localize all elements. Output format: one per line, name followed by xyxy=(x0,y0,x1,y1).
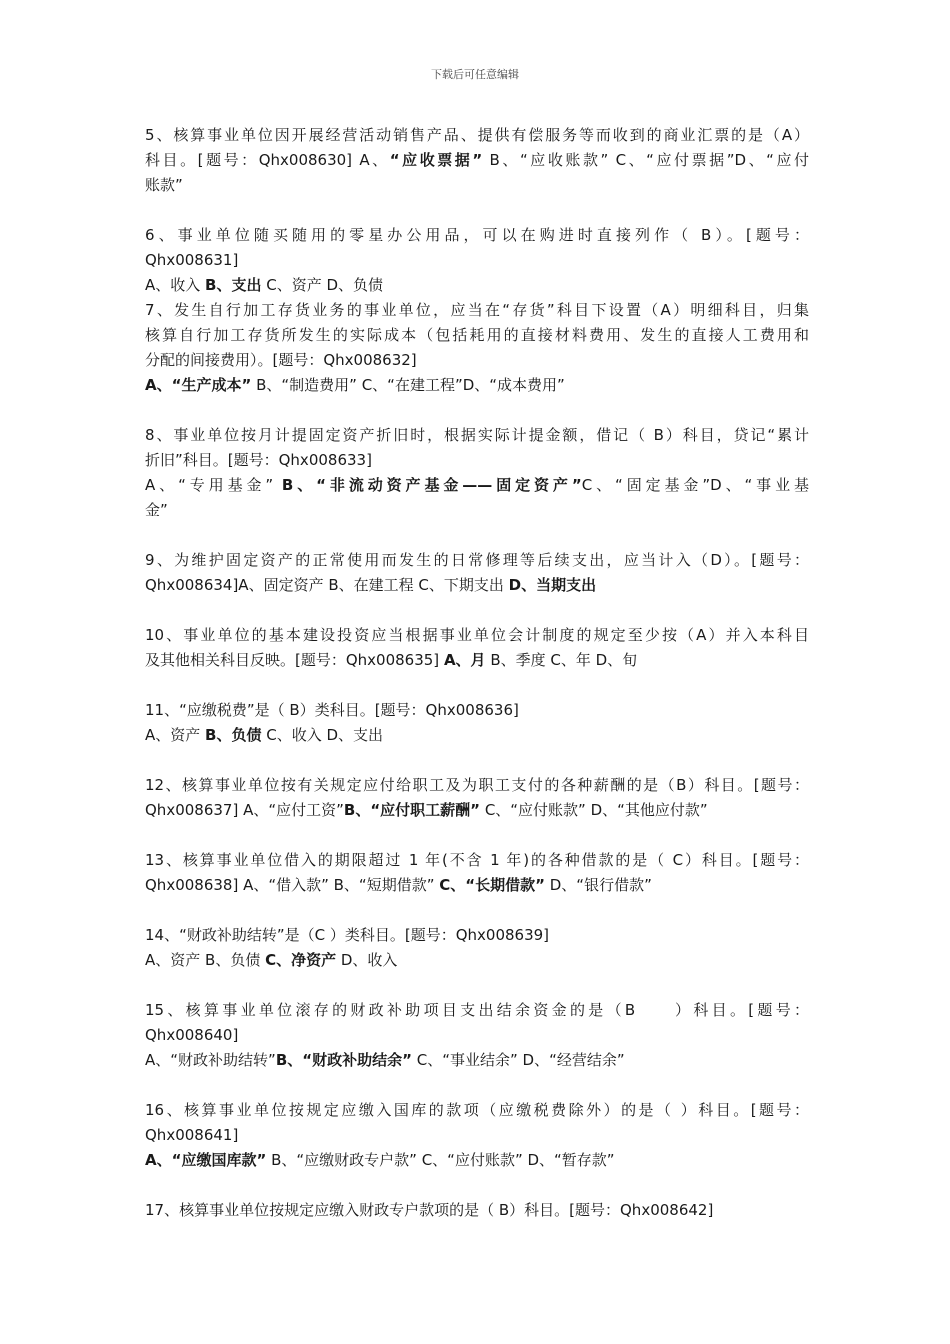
question-8-line-4: 金” xyxy=(145,501,168,519)
question-7 xyxy=(145,298,809,398)
question-16-options: A、“应缴国库款” B、“应缴财政专户款” C、“应付账款” D、“暂存款” xyxy=(145,1151,615,1169)
question-16-line-1: 16、核算事业单位按规定应缴入国库的款项（应缴税费除外）的是（ ）科目。[题号： xyxy=(145,1101,809,1119)
question-5-answer: “应收票据” xyxy=(389,151,483,169)
question-11-line-1: 11、“应缴税费”是（ B）类科目。[题号：Qhx008636] xyxy=(145,701,519,719)
question-5-line-2: 科目。[题号：Qhx008630] A、“应收票据” B、“应收账款” C、“应付票据”D、“应付 xyxy=(145,151,810,169)
question-14-answer: C、净资产 xyxy=(265,951,337,969)
question-9-line-1: 9、为维护固定资产的正常使用而发生的日常修理等后续支出，应当计入（D）。[题号： xyxy=(145,551,809,569)
question-7-line-3: 分配的间接费用）。[题号：Qhx008632] xyxy=(145,351,417,369)
question-6 xyxy=(145,223,809,298)
question-10 xyxy=(145,623,809,673)
question-11 xyxy=(145,698,809,748)
question-15-answer: B、“财政补助结余” xyxy=(275,1051,412,1069)
question-10-line-1: 10、事业单位的基本建设投资应当根据事业单位会计制度的规定至少按（A）并入本科目 xyxy=(145,626,809,644)
question-9 xyxy=(145,548,809,598)
question-14-options: A、资产 B、负债 C、净资产 D、收入 xyxy=(145,951,398,969)
question-11-options: A、资产 B、负债 C、收入 D、支出 xyxy=(145,726,384,744)
question-12 xyxy=(145,773,809,823)
question-10-options: 及其他相关科目反映。[题号：Qhx008635] A、月 B、季度 C、年 D、旬 xyxy=(145,651,638,669)
question-12-options: Qhx008637] A、“应付工资”B、“应付职工薪酬” C、“应付账款” D、“其他应付款” xyxy=(145,801,708,819)
question-13-answer: C、“长期借款” xyxy=(439,876,545,894)
question-16 xyxy=(145,1098,809,1173)
question-13-options: Qhx008638] A、“借入款” B、“短期借款” C、“长期借款” D、“银行借款” xyxy=(145,876,652,894)
question-12-answer: B、“应付职工薪酬” xyxy=(343,801,481,819)
question-7-answer: A、“生产成本” xyxy=(145,376,252,394)
question-17 xyxy=(145,1198,809,1223)
question-15 xyxy=(145,998,809,1073)
question-7-line-1: 7、发生自行加工存货业务的事业单位，应当在“存货”科目下设置（A）明细科目，归集 xyxy=(145,301,809,319)
document-body xyxy=(145,123,809,1223)
question-8-line-1: 8、事业单位按月计提固定资产折旧时，根据实际计提金额，借记（ B）科目，贷记“累计 xyxy=(145,426,809,444)
question-10-answer: A、月 xyxy=(443,651,486,669)
question-7-options: A、“生产成本” B、“制造费用” C、“在建工程”D、“成本费用” xyxy=(145,376,565,394)
question-9-answer: D、当期支出 xyxy=(508,576,597,594)
question-14-line-1: 14、“财政补助结转”是（C ）类科目。[题号：Qhx008639] xyxy=(145,926,550,944)
question-15-line-2: Qhx008640] xyxy=(145,1026,239,1044)
question-6-answer: B、支出 xyxy=(205,276,262,294)
question-5-line-1: 5、核算事业单位因开展经营活动销售产品、提供有偿服务等而收到的商业汇票的是（A） xyxy=(145,126,809,144)
question-17-line-1: 17、核算事业单位按规定应缴入财政专户款项的是（ B）科目。[题号：Qhx008642] xyxy=(145,1201,714,1219)
question-8-options: A、“专用基金” B、“非流动资产基金——固定资产”C、“固定基金”D、“事业基 xyxy=(145,476,810,494)
question-14 xyxy=(145,923,809,973)
question-15-line-1: 15、核算事业单位滚存的财政补助项目支出结余资金的是（B ）科目。[题号： xyxy=(145,1001,809,1019)
question-8-line-2: 折旧”科目。[题号：Qhx008633] xyxy=(145,451,372,469)
question-6-options: A、收入 B、支出 C、资产 D、负债 xyxy=(145,276,384,294)
question-9-options: Qhx008634]A、固定资产 B、在建工程 C、下期支出 D、当期支出 xyxy=(145,576,597,594)
question-15-options: A、“财政补助结转”B、“财政补助结余” C、“事业结余” D、“经营结余” xyxy=(145,1051,625,1069)
question-8-answer: B、“非流动资产基金——固定资产” xyxy=(281,476,582,494)
page-header: 下载后可任意编辑 xyxy=(431,68,519,81)
question-13 xyxy=(145,848,809,898)
question-5-line-3: 账款” xyxy=(145,176,183,194)
question-11-answer: B、负债 xyxy=(205,726,262,744)
question-13-line-1: 13、核算事业单位借入的期限超过 1 年(不含 1 年)的各种借款的是（ C）科目。[题号： xyxy=(145,851,809,869)
question-7-line-2: 核算自行加工存货所发生的实际成本（包括耗用的直接材料费用、发生的直接人工费用和 xyxy=(145,326,809,344)
question-16-answer: A、“应缴国库款” xyxy=(145,1151,267,1169)
question-8 xyxy=(145,423,809,523)
question-16-line-2: Qhx008641] xyxy=(145,1126,239,1144)
question-6-line-2: Qhx008631] xyxy=(145,251,239,269)
question-6-line-1: 6、事业单位随买随用的零星办公用品，可以在购进时直接列作（ B）。[题号： xyxy=(145,226,809,244)
question-5 xyxy=(145,123,809,198)
question-12-line-1: 12、核算事业单位按有关规定应付给职工及为职工支付的各种薪酬的是（B）科目。[题号： xyxy=(145,776,809,794)
